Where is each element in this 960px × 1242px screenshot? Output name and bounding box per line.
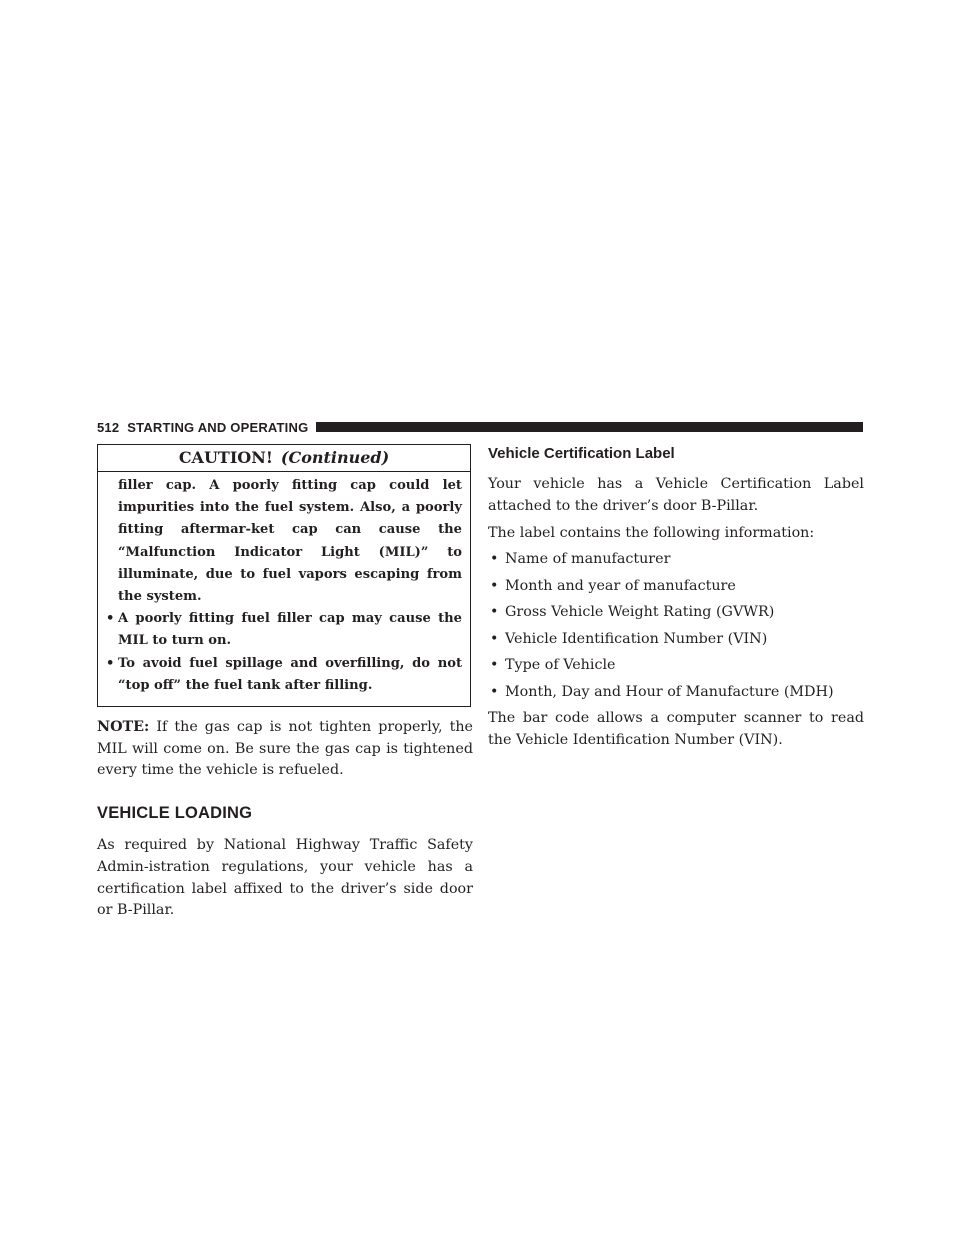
section-title: STARTING AND OPERATING [127, 419, 309, 435]
caution-list-item [106, 653, 462, 697]
certification-closing: The bar code allows a computer scanner to read the Vehicle Identification Number (VIN). [488, 710, 864, 748]
bullet: • [106, 655, 115, 671]
bullet: • [490, 630, 499, 647]
right-column [488, 444, 864, 752]
list-item [488, 602, 864, 629]
bullet: • [490, 604, 499, 621]
list-item-text: Vehicle Identification Number (VIN) [505, 630, 768, 647]
list-item-text: Month, Day and Hour of Manufacture (MDH) [505, 683, 834, 700]
list-item [488, 655, 864, 682]
caution-list-item [106, 608, 462, 652]
left-column [97, 444, 473, 922]
list-item [488, 682, 864, 709]
list-item [488, 629, 864, 656]
list-item [488, 549, 864, 576]
list-item-text: Type of Vehicle [505, 657, 616, 674]
note-label: NOTE: [97, 719, 150, 736]
caution-box [97, 444, 471, 707]
certification-list-intro: The label contains the following information: [488, 525, 815, 542]
bullet: • [490, 577, 499, 594]
certification-heading: Vehicle Certification Label [488, 445, 675, 462]
page-number: 512 [97, 419, 120, 435]
list-item [488, 576, 864, 603]
note-paragraph [97, 717, 473, 782]
caution-header [98, 445, 470, 472]
note-text: If the gas cap is not tighten properly, the MIL will come on. Be sure the gas cap is tightened every time the vehicle is refueled. [97, 719, 474, 779]
certification-intro: Your vehicle has a Vehicle Certification Label attached to the driver’s door B-Pillar. [488, 476, 864, 514]
header-rule [316, 422, 863, 432]
caution-item-text: To avoid fuel spillage and overfilling, do not “top off” the fuel tank after filling. [118, 655, 462, 693]
bullet: • [106, 611, 115, 627]
certification-info-list [488, 549, 864, 708]
bullet: • [490, 683, 499, 700]
page-header [97, 419, 863, 435]
bullet: • [490, 551, 499, 568]
list-item-text: Name of manufacturer [505, 551, 671, 568]
bullet: • [490, 657, 499, 674]
caution-continued: (Continued) [280, 448, 390, 467]
vehicle-loading-text: As required by National Highway Traffic Safety Admin-istration regulations, your vehicle has a certification label affixed to the driver’s side door or B-Pillar. [97, 837, 473, 919]
caution-title: CAUTION! [178, 448, 273, 467]
caution-item-text: A poorly fitting fuel filler cap may cause the MIL to turn on. [118, 611, 462, 649]
vehicle-loading-heading: VEHICLE LOADING [97, 804, 253, 823]
caution-intro: filler cap. A poorly fitting cap could let impurities into the fuel system. Also, a poorly fitting aftermar-ket cap can cause the “Malfunction Indicator Light (MIL)” to illuminate, due to fuel vapors escaping from the system. [118, 478, 462, 605]
caution-list [106, 608, 462, 697]
caution-body [98, 472, 470, 706]
list-item-text: Gross Vehicle Weight Rating (GVWR) [505, 604, 775, 621]
list-item-text: Month and year of manufacture [505, 577, 736, 594]
